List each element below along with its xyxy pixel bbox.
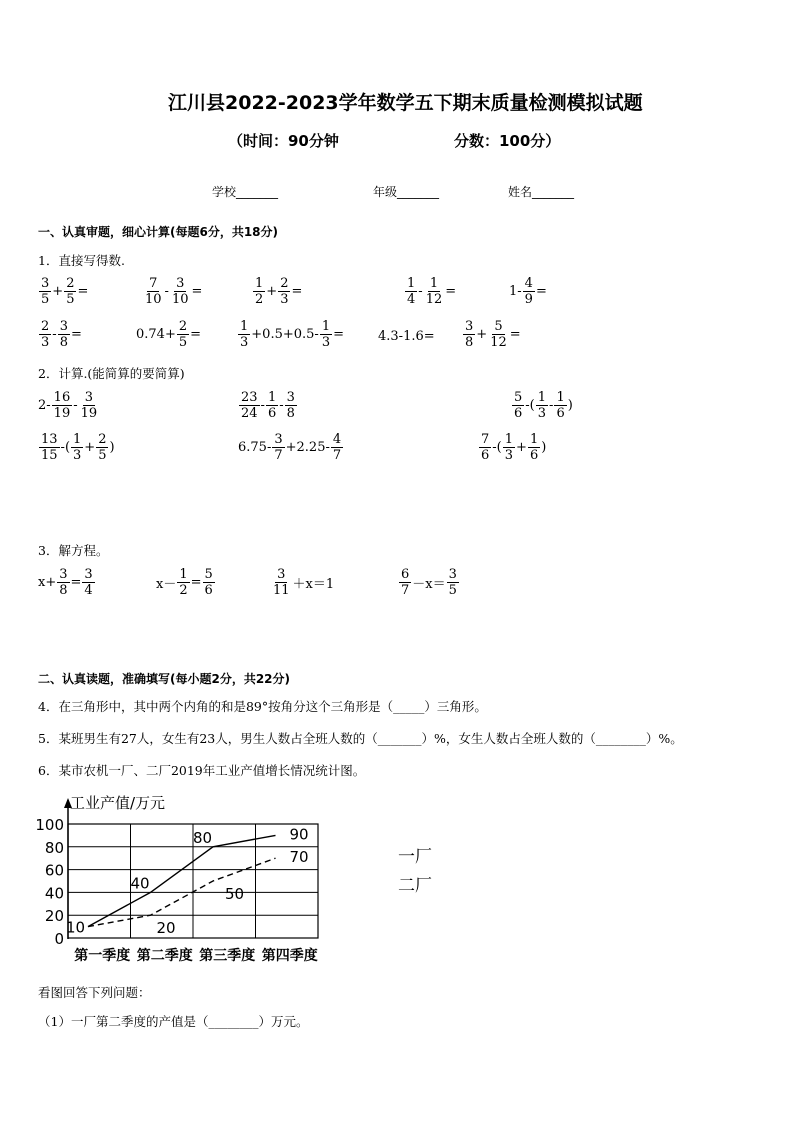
exam-time: （时间：90分钟 (228, 132, 339, 150)
school-field[interactable]: 学校_______ (212, 185, 279, 199)
series-line-1 (88, 835, 276, 926)
y-tick-label: 20 (44, 907, 64, 926)
read-instructions: 看图回答下列问题： (38, 985, 151, 1000)
mental-math-5: 1- $\frac{4}{9}$ = (509, 276, 547, 307)
equation-1: x+ $\frac{3}{8}$ = $\frac{3}{4}$ (38, 567, 93, 598)
mental-math-4: $\frac{1}{4}$ - $\frac{1}{12}$ = (407, 276, 457, 307)
data-label: 50 (225, 885, 245, 903)
mental-math-2: $\frac{7}{10}$ - $\frac{3}{10}$ = (145, 276, 203, 307)
x-tick-label: 第四季度 (261, 948, 318, 964)
x-tick-label: 第二季度 (136, 948, 193, 964)
chart-series (88, 835, 276, 926)
mental-math-8: $\frac{1}{3}$ +0.5+0.5- $\frac{1}{3}$ = (240, 319, 344, 350)
x-tick-label: 第三季度 (199, 948, 256, 964)
chart-xticks (74, 947, 318, 964)
sub-question-1: （1）一厂第二季度的产值是（________）万元。 (38, 1014, 309, 1029)
production-line-chart (28, 788, 368, 968)
data-label: 10 (66, 918, 86, 937)
data-label: 80 (193, 828, 213, 847)
calc-2: $\frac{23}{24}$ - $\frac{1}{6}$ - $\frac{3}{8}$ (241, 390, 295, 421)
equation-4: $\frac{6}{7}$ －x＝ $\frac{3}{5}$ (401, 567, 457, 598)
y-tick-label: 80 (44, 838, 64, 857)
chart-yticks (35, 816, 64, 948)
mental-math-1: $\frac{3}{5}$ + $\frac{2}{5}$ = (41, 276, 89, 307)
mental-math-10: $\frac{3}{8}$ + $\frac{5}{12}$ = (465, 319, 521, 350)
data-label: 90 (289, 825, 309, 844)
equation-2: x－ $\frac{1}{2}$ = $\frac{5}{6}$ (156, 567, 213, 598)
data-label: 20 (156, 919, 176, 938)
question-2: 2．计算.(能简算的要简算) (38, 366, 185, 381)
calc-4: $\frac{13}{15}$ -( $\frac{1}{3}$ + $\frac{2}{5}$ ) (41, 432, 115, 463)
chart-y-axis-label: 工业产值/万元 (70, 794, 166, 812)
calc-6: $\frac{7}{6}$ -( $\frac{1}{3}$ + $\frac{1}{6}$ ) (481, 432, 547, 463)
chart-labels (66, 825, 309, 937)
exam-score: 分数：100分） (454, 132, 561, 150)
mental-math-9: 4.3-1.6= (378, 329, 435, 344)
mental-math-6: $\frac{2}{3}$ - $\frac{3}{8}$ = (41, 319, 82, 350)
y-tick-label: 60 (44, 861, 64, 880)
mental-math-3: $\frac{1}{2}$ + $\frac{2}{3}$ = (255, 276, 303, 307)
question-3: 3．解方程。 (38, 543, 109, 558)
grade-field[interactable]: 年级_______ (373, 185, 440, 199)
y-tick-label: 40 (44, 884, 64, 903)
section2-heading: 二、认真读题，准确填写(每小题2分，共22分) (38, 672, 291, 686)
page-title: 江川县2022-2023学年数学五下期末质量检测模拟试题 (168, 92, 643, 114)
question-4: 4．在三角形中，其中两个内角的和是89°按角分这个三角形是（_____）三角形。 (38, 699, 487, 714)
calc-5: 6.75- $\frac{3}{7}$ +2.25- $\frac{4}{7}$ (238, 432, 342, 463)
chart-frame (64, 798, 318, 939)
name-field[interactable]: 姓名_______ (508, 185, 575, 199)
data-label: 40 (130, 874, 150, 893)
x-tick-label: 第一季度 (74, 948, 131, 964)
calc-1: 2- $\frac{16}{19}$ - $\frac{3}{19}$ (38, 390, 98, 421)
equation-3: $\frac{3}{11}$ ＋x＝1 (273, 567, 335, 598)
question-5: 5．某班男生有27人，女生有23人，男生人数占全班人数的（_______）%，女生人数占全班人数的（________）%。 (38, 731, 683, 746)
y-tick-label: 100 (35, 816, 64, 834)
legend-factory-2: 二厂 (398, 876, 432, 896)
calc-3: $\frac{5}{6}$ -( $\frac{1}{3}$ - $\frac{1}{6}$ ) (514, 390, 573, 421)
question-6: 6．某市农机一厂、二厂2019年工业产值增长情况统计图。 (38, 763, 366, 778)
section1-heading: 一、认真审题，细心计算(每题6分，共18分) (38, 225, 279, 239)
legend-factory-1: 一厂 (398, 847, 432, 867)
data-label: 70 (289, 848, 309, 867)
y-tick-label: 0 (54, 930, 64, 948)
question-1: 1．直接写得数. (38, 253, 125, 268)
mental-math-7: 0.74+ $\frac{2}{5}$ = (136, 319, 202, 350)
